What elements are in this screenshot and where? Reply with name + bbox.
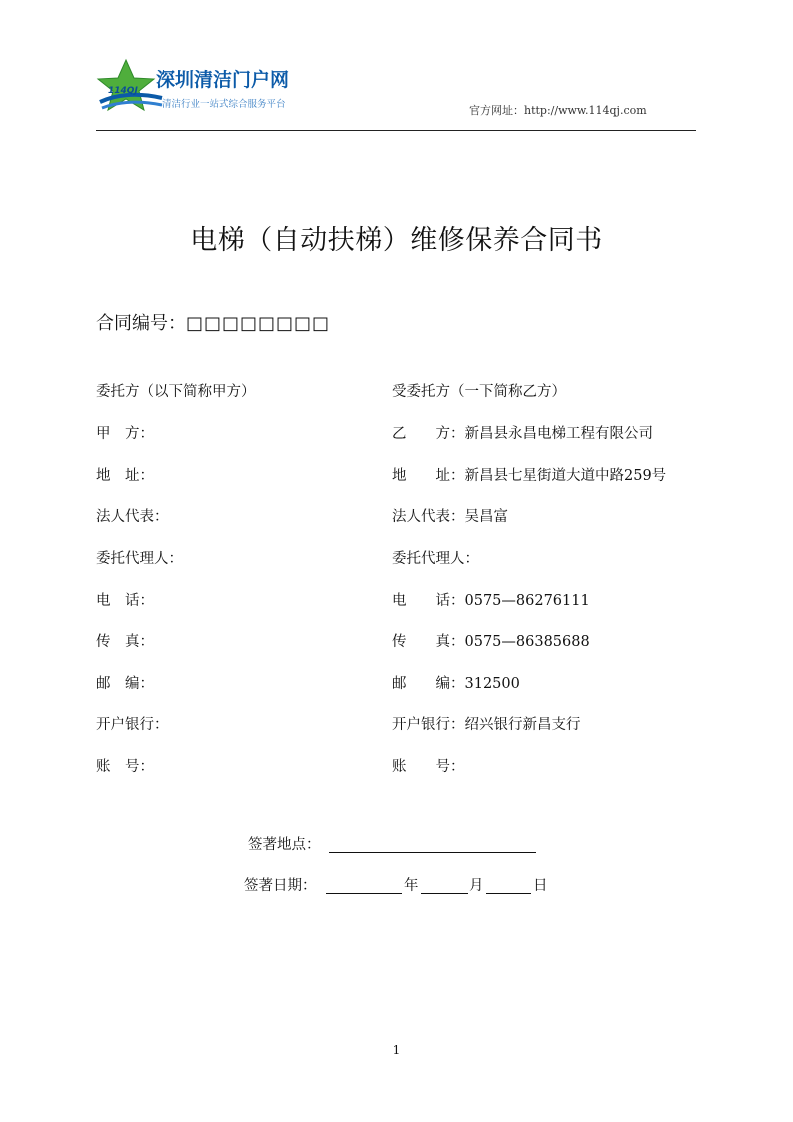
signing-place-field[interactable] <box>329 852 536 853</box>
signing-year-field[interactable] <box>326 893 402 894</box>
party-b-heading: 受委托方（一下简称乙方） <box>392 384 566 400</box>
party-b-name: 乙 方：新昌县永昌电梯工程有限公司 <box>392 426 653 442</box>
party-b-postcode: 邮 编：312500 <box>392 676 520 692</box>
header-divider <box>96 130 696 131</box>
party-b-legal-rep: 法人代表：吴昌富 <box>392 509 508 525</box>
signing-date-label: 签著日期： <box>244 878 317 894</box>
contract-number-label: 合同编号： <box>96 313 186 334</box>
party-a-fax: 传 真： <box>96 634 154 650</box>
signing-month-field[interactable] <box>421 893 468 894</box>
party-a-account: 账 号： <box>96 759 154 775</box>
logo-subtitle: 清洁行业一站式综合服务平台 <box>162 99 286 110</box>
party-a-phone: 电 话： <box>96 593 154 609</box>
party-b-phone: 电 话：0575—86276111 <box>392 593 590 609</box>
signing-place-label: 签著地点： <box>248 837 321 853</box>
page-number: 1 <box>392 1043 401 1057</box>
logo-mark: 114QJ <box>108 86 138 96</box>
party-a-heading: 委托方（以下简称甲方） <box>96 384 256 400</box>
party-b-fax: 传 真：0575—86385688 <box>392 634 590 650</box>
party-a-legal-rep: 法人代表： <box>96 509 169 525</box>
party-b-agent: 委托代理人： <box>392 551 479 567</box>
contract-number <box>96 309 330 335</box>
logo-title: 深圳清洁门户网 <box>156 69 290 91</box>
party-a-agent: 委托代理人： <box>96 551 183 567</box>
document-title: 电梯（自动扶梯）维修保养合同书 <box>190 225 603 256</box>
contract-number-boxes: □□□□□□□□ <box>186 313 331 334</box>
day-label: 日 <box>533 878 548 894</box>
party-b-bank: 开户银行：绍兴银行新昌支行 <box>392 717 581 733</box>
party-a-address: 地 址： <box>96 468 154 484</box>
signing-day-field[interactable] <box>486 893 531 894</box>
month-label: 月 <box>469 878 484 894</box>
site-logo <box>96 58 311 116</box>
year-label: 年 <box>404 878 419 894</box>
party-b-address: 地 址：新昌县七星街道大道中路259号 <box>392 468 667 484</box>
party-b-account: 账 号： <box>392 759 465 775</box>
website-url[interactable]: 官方网址：http://www.114qj.com <box>469 104 647 117</box>
party-a-bank: 开户银行： <box>96 717 169 733</box>
party-a-name: 甲 方： <box>96 426 154 442</box>
party-a-postcode: 邮 编： <box>96 676 154 692</box>
